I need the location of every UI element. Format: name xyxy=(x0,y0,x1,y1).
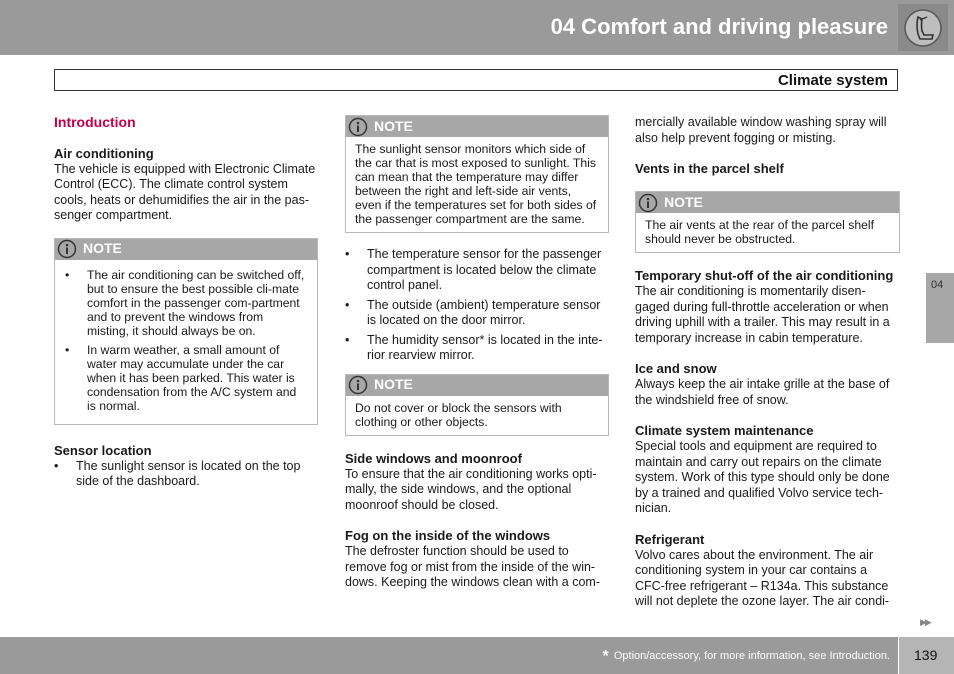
info-icon xyxy=(348,375,368,395)
page-number: 139 xyxy=(914,647,938,663)
ice-snow-text: Always keep the air intake grille at the base of the windshield free of snow. xyxy=(635,377,890,407)
fog-text: The defroster function should be used to remove fog or mist from the inside of the win-dows. Keeping the windows clean with a com- xyxy=(345,544,600,589)
note-body xyxy=(55,260,317,424)
note-body: The sunlight sensor monitors which side of the car that is most exposed to sunlight. This can mean that the temperature may differ between the right and left-side air vents, even if the temperatures set for both sides of the passenger compartment are the same. xyxy=(355,142,597,226)
section-title: Climate system xyxy=(777,72,888,89)
note-box xyxy=(635,191,900,253)
note-header xyxy=(346,116,608,137)
note-label: NOTE xyxy=(664,193,703,210)
chapter-tab-label: 04 xyxy=(931,279,944,291)
note-body: Do not cover or block the sensors with clothing or other objects. xyxy=(355,400,562,429)
chapter-title: 04 Comfort and driving pleasure xyxy=(550,14,888,39)
list-item: • The sunlight sensor is located on the top side of the dashboard. xyxy=(54,459,318,490)
footer-note-text: Option/accessory, for more information, see Introduction. xyxy=(613,650,890,662)
refrigerant-text: Volvo cares about the environment. The air conditioning system in your car contains a CFC-free refrigerant – R134a. This substance will not deplete the ozone layer. The air condi- xyxy=(635,547,890,608)
list-item: • The outside (ambient) temperature sensor is located on the door mirror. xyxy=(345,298,609,329)
note-body: The air vents at the rear of the parcel shelf should never be obstructed. xyxy=(645,218,874,246)
footer-note xyxy=(603,648,890,666)
next-page-arrows-icon: ▶▶ xyxy=(920,617,930,627)
list-item: • The air conditioning can be switched off, but to ensure the best possible cli-mate comfort in the passenger com-partment and to prevent the windows from misting, it should always be on. xyxy=(64,268,308,338)
info-icon xyxy=(57,239,77,259)
maintenance-heading: Climate system maintenance xyxy=(635,423,814,438)
info-icon xyxy=(348,117,368,137)
note-label: NOTE xyxy=(83,240,122,257)
list-item: • In warm weather, a small amount of water may accumulate under the car when it has been parked. This water is condensation from the A/C system and is normal. xyxy=(64,343,308,413)
note-header xyxy=(636,192,899,213)
side-windows-heading: Side windows and moonroof xyxy=(345,450,522,466)
note-box xyxy=(54,238,318,425)
shutoff-heading: Temporary shut-off of the air conditioning xyxy=(635,268,894,283)
note-header xyxy=(346,375,608,396)
column-2 xyxy=(345,115,609,591)
list-item: • The temperature sensor for the passenger compartment is located below the climate control panel. xyxy=(345,247,609,294)
air-conditioning-heading: Air conditioning xyxy=(54,145,154,161)
refrigerant-heading: Refrigerant xyxy=(635,531,705,547)
column-3 xyxy=(635,115,900,610)
ice-snow-heading: Ice and snow xyxy=(635,361,717,376)
note-label: NOTE xyxy=(374,376,413,393)
air-conditioning-text: The vehicle is equipped with Electronic Climate Control (ECC). The climate control system cools, heats or dehumidifies the air in the pas-senger compartment. xyxy=(54,161,316,222)
seat-icon xyxy=(898,4,948,51)
maintenance-text: Special tools and equipment are required to maintain and carry out repairs on the climate system. Work of this type should only be done by a trained and qualified Volvo service tech-nician. xyxy=(635,439,890,515)
note-header xyxy=(55,239,317,260)
info-icon xyxy=(638,193,658,213)
fog-heading: Fog on the inside of the windows xyxy=(345,528,551,543)
sensor-location-heading: Sensor location xyxy=(54,442,152,458)
section-header xyxy=(54,69,898,91)
column-1 xyxy=(54,110,318,494)
introduction-heading: Introduction xyxy=(54,114,136,130)
vents-heading: Vents in the parcel shelf xyxy=(635,161,784,176)
note-label: NOTE xyxy=(374,117,413,134)
chapter-tab xyxy=(926,273,954,343)
list-item: • The humidity sensor* is located in the inte-rior rearview mirror. xyxy=(345,333,609,364)
side-windows-text: To ensure that the air conditioning works opti-mally, the side windows, and the optional moonroof should be closed. xyxy=(345,466,597,512)
note-box xyxy=(345,115,609,233)
continued-text: mercially available window washing spray will also help prevent fogging or misting. xyxy=(635,115,887,145)
asterisk: * xyxy=(602,648,609,665)
note-box xyxy=(345,374,609,436)
shutoff-text: The air conditioning is momentarily disen-gaged during full-throttle acceleration or when driving uphill with a trailer. This may result in a temporary increase in cabin temperature. xyxy=(635,284,890,345)
